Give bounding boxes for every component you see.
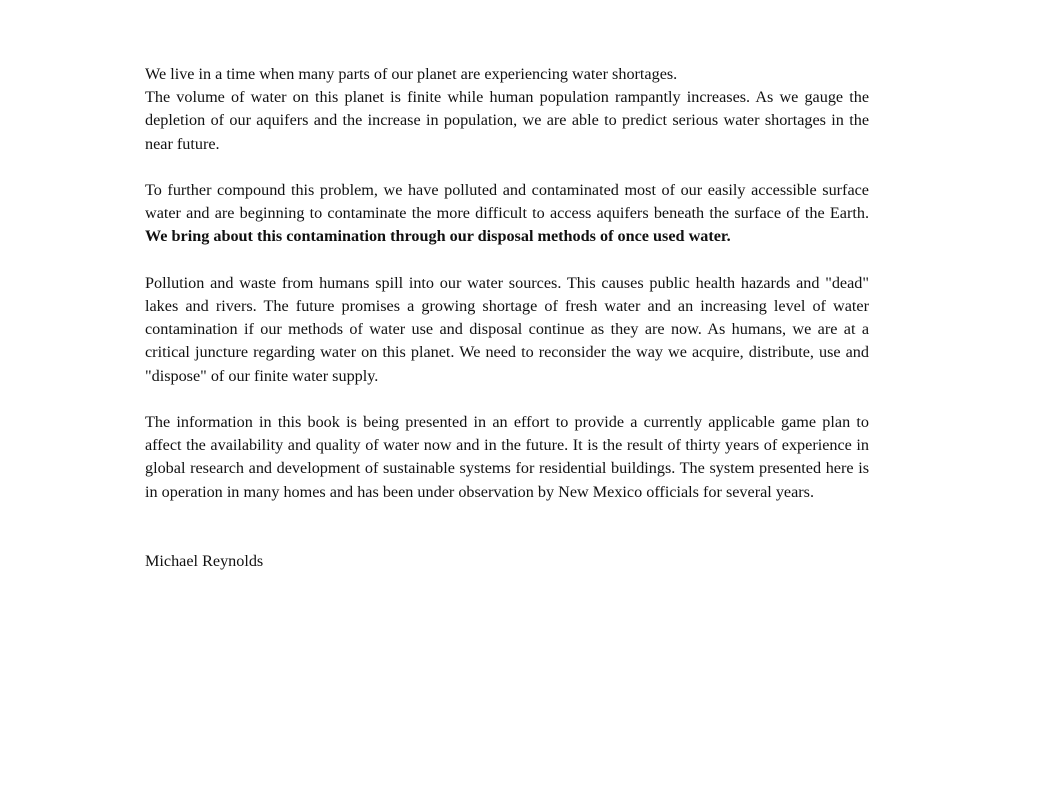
document-page (145, 63, 869, 573)
intro-line: We live in a time when many parts of our planet are experiencing water shortages. (145, 65, 678, 83)
paragraph-intro (145, 63, 869, 156)
paragraph-2-text: To further compound this problem, we have polluted and contaminated most of our easily accessible surface water and are beginning to contaminate the more difficult to access aquifers beneath the surface of the Earth. (145, 181, 869, 223)
paragraph-4: The information in this book is being presented in an effort to provide a currently applicable game plan to affect the availability and quality of water now and in the future. It is the result of thirty years of experience in global research and development of sustainable systems for residential buildings. The system presented here is in operation in many homes and has been under observation by New Mexico officials for several years. (145, 413, 869, 501)
paragraph-2 (145, 179, 869, 249)
paragraph-2-bold-text: We bring about this contamination through our disposal methods of once used water. (145, 227, 731, 246)
author-signature: Michael Reynolds (145, 551, 264, 570)
paragraph-3: Pollution and waste from humans spill into our water sources. This causes public health hazards and "dead" lakes and rivers. The future promises a growing shortage of fresh water and an increasing level of water contamination if our methods of water use and disposal continue as they are now. As humans, we are at a critical juncture regarding water on this planet. We need to reconsider the way we acquire, distribute, use and "dispose" of our finite water supply. (145, 273, 869, 385)
paragraph-1-text: The volume of water on this planet is finite while human population rampantly increases. As we gauge the depletion of our aquifers and the increase in population, we are able to predict serious water shortages in the near future. (145, 88, 869, 153)
